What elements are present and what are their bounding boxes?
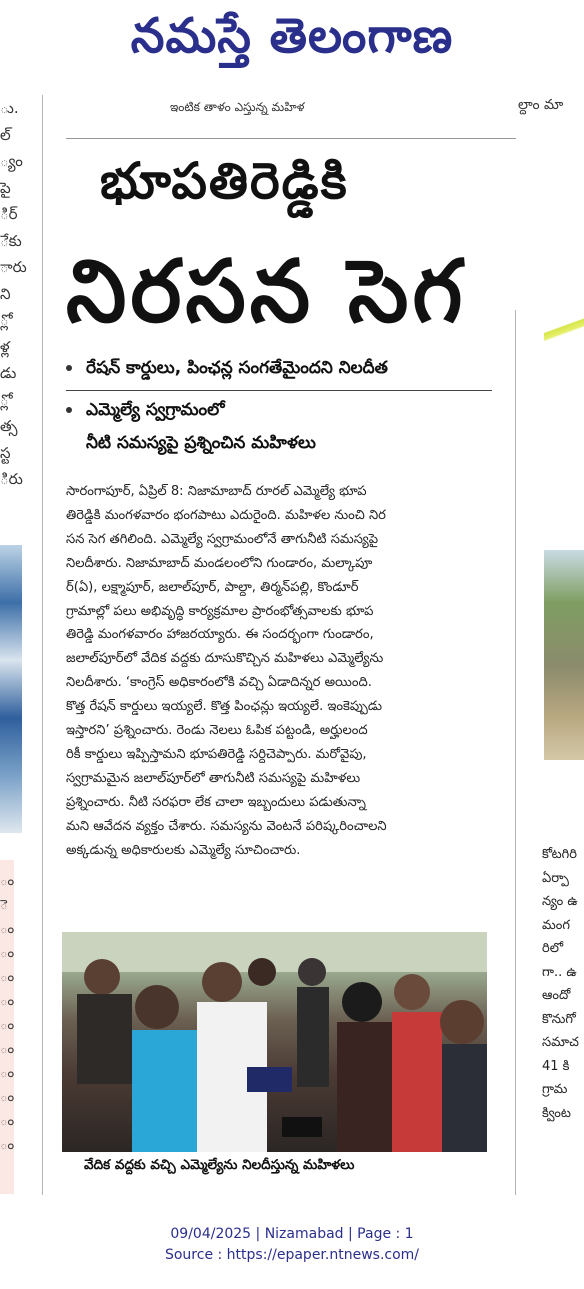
left-column-line: ం — [0, 1018, 15, 1033]
article-line: ర్(ఏ), లక్ష్మాపూర్, జలాల్‌పూర్, పాల్దా, తిర్మన్‌పల్లి, కొండూర్ — [66, 579, 359, 595]
left-column-line: ు. — [0, 99, 19, 117]
subhead-bullet-2-continued: నీటి సమస్యపై ప్రశ్నించిన మహిళలు — [86, 433, 316, 453]
right-column-line: న్యం ఉ — [542, 894, 578, 909]
left-column-line: పై — [0, 178, 11, 197]
article-line: నిలదీశారు. ‘కాంగ్రెస్ అధికారంలోకి వచ్చి ఏడాదిన్నర అయింది. — [66, 675, 372, 691]
right-column-line: సమాచ — [542, 1035, 579, 1050]
right-column-line: మంగ — [542, 917, 570, 933]
article-line: సన సెగ తగిలింది. ఎమ్మెల్యే స్వగ్రామంలోనే తాగునీటి సమస్యపై — [66, 531, 379, 547]
left-column-line: ేకు — [0, 231, 22, 250]
bullet-dot-icon — [66, 365, 72, 371]
left-column-line: త్స — [0, 417, 18, 435]
article-line: గ్రామాల్లో పలు అభివృద్ధి కార్యక్రమాల ప్రారంభోత్సవాలకు భూప — [66, 603, 374, 619]
article-photo — [62, 932, 487, 1152]
subhead-text: రేషన్ కార్డులు, పింఛన్ల సంగతేమైందని నిలదీత — [86, 358, 388, 378]
bullet-dot-icon — [66, 407, 72, 413]
newspaper-masthead: నమస్తే తెలంగాణ — [130, 8, 454, 64]
photo-caption: వేదిక వద్దకు వచ్చి ఎమ్మెల్యేను నిలదీస్తున్న మహిళలు — [84, 1157, 355, 1173]
article-body — [66, 480, 498, 863]
left-column-divider — [42, 95, 43, 1195]
left-column-line: డు — [0, 364, 17, 382]
right-column-divider — [515, 310, 516, 1195]
left-column-line: స్ట — [0, 443, 11, 462]
left-column-line: ళ్ల — [0, 337, 10, 356]
right-column-line: గా.. ఉ — [542, 964, 577, 980]
tagline: ఇంటిక తాళం ఎస్తున్న మహిళ — [170, 100, 305, 114]
right-column-line: కోటగిరి — [542, 847, 577, 862]
article-line: జలాల్‌పూర్‌లో వేదిక వద్దకు దూసుకొచ్చిన మహిళలు ఎమ్మెల్యేను — [66, 651, 384, 667]
subhead-text: ఎమ్మెల్యే స్వగ్రామంలో — [86, 400, 225, 420]
left-column-line: ిరు — [0, 470, 23, 488]
right-column-line: గ్రామ — [542, 1082, 568, 1097]
left-column-line: ారు — [0, 258, 27, 276]
left-column-text — [0, 95, 27, 493]
article-line: నిలదీశారు. నిజామాబాద్ మండలంలోని గుండారం, మల్కాపూ — [66, 555, 373, 571]
left-column-line: ్లో — [0, 390, 9, 409]
left-column-line: ం — [0, 874, 15, 889]
article-line: కొత్త రేషన్ కార్డులు ఇయ్యలే. కొత్త పింఛన్లు ఇయ్యలే. ఇంకెప్పుడు — [66, 699, 383, 715]
footer-edition-info: 09/04/2025 | Nizamabad | Page : 1 — [170, 1226, 414, 1242]
tagline-right-fragment: ల్దాం మా — [518, 97, 564, 113]
left-column-line: ం — [0, 922, 15, 937]
left-column-photo — [0, 545, 22, 833]
left-column-line: ిర్ — [0, 205, 18, 223]
article-line: ఇస్తారని’ ప్రశ్నించారు. రెండు నెలలు ఓపిక పట్టండి, అర్హులంద — [66, 723, 368, 739]
right-column-photo — [544, 550, 584, 760]
left-column-line: ం — [0, 1138, 15, 1153]
article-line: సారంగాపూర్, ఏప్రిల్ 8: నిజామాబాద్ రూరల్ ఎమ్మెల్యే భూప — [66, 484, 367, 499]
right-column-line: ఆందో — [542, 988, 571, 1003]
article-line: తిరెడ్డి మంగళవారం హాజరయ్యారు. ఈ సందర్భంగా గుండారం, — [66, 627, 374, 643]
article-line: ప్రశ్నించారు. నీటి సరఫరా లేక చాలా ఇబ్బందులు పడుతున్నా — [66, 794, 366, 810]
left-column-line: ం — [0, 1090, 15, 1105]
left-column-line: ్లో — [0, 311, 9, 329]
headline-line-1: భూపతిరెడ్డికి — [100, 152, 349, 210]
headline-line-2: నిరసన సెగ — [66, 242, 467, 342]
left-column-line: ం — [0, 1066, 15, 1081]
page-footer — [0, 1224, 584, 1266]
left-column-line: ం — [0, 994, 15, 1009]
left-column-line: ని — [0, 284, 11, 303]
left-column-line: ల్ — [0, 125, 11, 144]
right-column-line: రిలో — [542, 941, 564, 956]
article-line: రికీ కార్డులు ఇప్పిస్తామని భూపతిరెడ్డి సర్దిచెప్పారు. మరోవైపు, — [66, 746, 367, 762]
left-column-line: ్యం — [0, 152, 23, 170]
left-column-line: ం — [0, 1042, 15, 1057]
right-column-line: కొనుగో — [542, 1011, 576, 1027]
right-column-graphic — [544, 275, 584, 365]
left-column-line: ె — [0, 898, 8, 913]
article-line: అక్కడున్న అధికారులకు ఎమ్మెల్యే సూచించారు. — [66, 842, 301, 858]
article-line: స్వగ్రామమైన జలాల్‌పూర్‌లో తాగునీటి సమస్యపై మహిళలు — [66, 770, 361, 786]
left-column-line: ం — [0, 946, 15, 961]
article-line: మని ఆవేదన వ్యక్తం చేశారు. సమస్యను వెంటనే పరిష్కరించాలని — [66, 818, 387, 834]
subhead-divider — [66, 390, 492, 391]
left-column-line: ం — [0, 970, 15, 985]
top-divider — [66, 138, 516, 139]
right-column-line: క్వింట — [542, 1105, 571, 1121]
subhead-bullet-2 — [66, 400, 225, 424]
left-column-line: ం — [0, 1114, 15, 1129]
footer-source-link[interactable]: Source : https://epaper.ntnews.com/ — [164, 1247, 420, 1263]
right-column-text — [542, 843, 584, 1125]
right-column-line: 41 కి — [542, 1058, 570, 1074]
subhead-bullet-1 — [66, 358, 388, 382]
article-line: తిరెడ్డికి మంగళవారం భంగపాటు ఎదురైంది. మహిళల నుంచి నిర — [66, 507, 386, 523]
left-column-boxed-text — [0, 870, 14, 1158]
article-photo-scene — [62, 932, 487, 1152]
right-column-line: ఏర్పా — [542, 870, 569, 886]
